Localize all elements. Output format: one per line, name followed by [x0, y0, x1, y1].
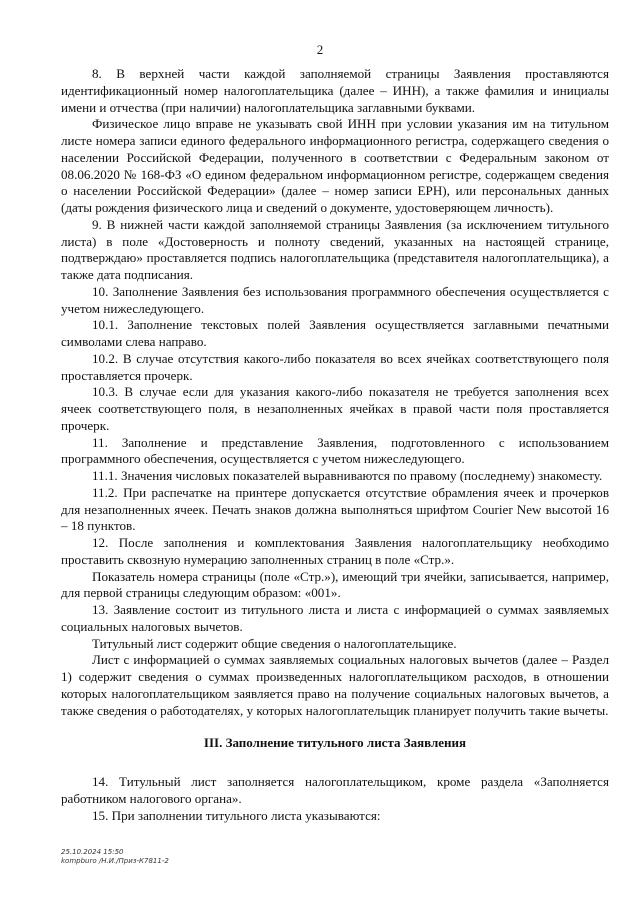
document-body: [61, 66, 609, 824]
section-heading: III. Заполнение титульного листа Заявления: [203, 735, 467, 751]
paragraph-8: 8. В верхней части каждой заполняемой страницы Заявления проставляются идентификационный номер налогоплательщика (далее – ИНН), а также фамилия и инициалы имени и отчества (при наличии) налогоплательщика заглавными буквами.: [61, 66, 609, 115]
paragraph-11-2: 11.2. При распечатке на принтере допускается отсутствие обрамления ячеек и прочерков для незаполненных ячеек. Печать знаков должна выполняться шрифтом Courier New высотой 16 – 18 пунктов.: [61, 484, 609, 534]
paragraph-15: 15. При заполнении титульного листа указываются:: [92, 807, 381, 823]
paragraph-12-continued: Показатель номера страницы (поле «Стр.»), имеющий три ячейки, записывается, например, для первой страницы следующим образом: «001».: [61, 568, 609, 601]
footer-stamp: [61, 848, 169, 866]
paragraph-10-3: 10.3. В случае если для указания какого-либо показателя не требуется заполнения всех ячеек соответствующего поля, в незаполненных ячейках в правой части поля проставляется прочерк.: [61, 384, 609, 433]
paragraph-13-section-1: Лист с информацией о суммах заявляемых социальных налоговых вычетов (далее – Раздел 1) содержит сведения о суммах произведенных налогоплательщиком расходов, в отношении которых налогоплательщиком заявляется право на получение социальных налоговых вычетов, а также сведения о работодателях, у которых налогоплательщик планирует получить такие вычеты.: [61, 652, 609, 718]
paragraph-13-title-sheet: Титульный лист содержит общие сведения о налогоплательщике.: [92, 635, 457, 651]
paragraph-13: 13. Заявление состоит из титульного листа и листа с информацией о суммах заявляемых социальных налоговых вычетов.: [61, 602, 609, 634]
paragraph-10: 10. Заполнение Заявления без использования программного обеспечения осуществляется с учетом нижеследующего.: [61, 283, 609, 316]
paragraph-12: 12. После заполнения и комплектования Заявления налогоплательщику необходимо проставить сквозную нумерацию заполненных страниц в поле «Стр.».: [61, 535, 609, 567]
footer-timestamp: 25.10.2024 15:50: [61, 848, 124, 856]
paragraph-11: 11. Заполнение и представление Заявления, подготовленного с использованием программного обеспечения, осуществляется с учетом нижеследующего.: [61, 434, 609, 467]
paragraph-10-2: 10.2. В случае отсутствия какого-либо показателя во всех ячейках соответствующего поля проставляется прочерк.: [61, 350, 609, 383]
paragraph-14: 14. Титульный лист заполняется налогоплательщиком, кроме раздела «Заполняется работником налогового органа».: [61, 774, 609, 806]
paragraph-8-continued: Физическое лицо вправе не указывать свой ИНН при условии указания им на титульном листе номера записи единого федерального информационного регистра, содержащего сведения о населении Российской Федерации, полученного в соответствии с Федеральным законом от 08.06.2020 № 168-ФЗ «О едином федеральном информационном регистре, содержащем сведения о населении Российской Федерации» (далее – номер записи ЕРН), или персональных данных (даты рождения физического лица и сведений о документе, удостоверяющем личность).: [61, 116, 609, 215]
page-number: 2: [316, 42, 324, 57]
paragraph-11-1: 11.1. Значения числовых показателей выравниваются по правому (последнему) знакоместу.: [92, 468, 603, 483]
footer-doc-ref: kompburo /Н.И./Приз-К7811-2: [61, 857, 169, 865]
section-spacer: [61, 752, 609, 774]
paragraph-9: 9. В нижней части каждой заполняемой страницы Заявления (за исключением титульного листа) в поле «Достоверность и полноту сведений, указанных на настоящей странице, подтверждаю» проставляется подпись налогоплательщика (представителя налогоплательщика), а также дата подписания.: [61, 216, 609, 282]
paragraph-10-1: 10.1. Заполнение текстовых полей Заявления осуществляется заглавными печатными символами слева направо.: [61, 317, 609, 349]
